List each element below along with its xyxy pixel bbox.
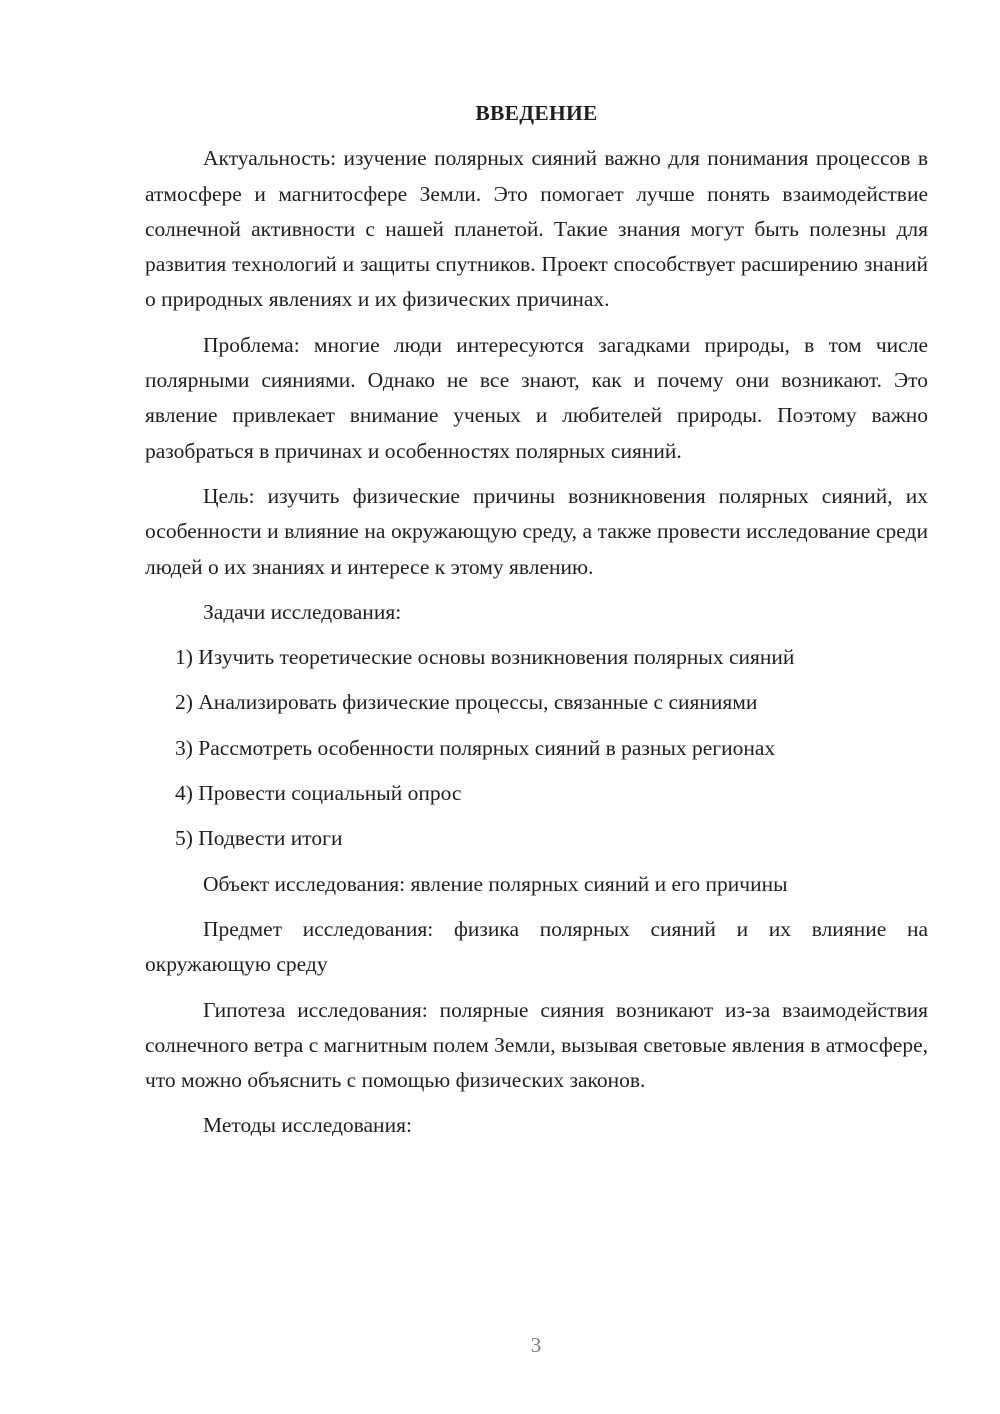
section-title: ВВЕДЕНИЕ: [475, 101, 598, 125]
document-page: [145, 96, 928, 1154]
task-item: 3) Рассмотреть особенности полярных сияний в разных регионах: [175, 735, 776, 760]
goal-paragraph: Цель: изучить физические причины возникновения полярных сияний, их особенности и влияние на окружающую среду, а также провести исследование среди людей о их знаниях и интересе к этому явлению.: [145, 483, 928, 579]
tasks-list: [145, 640, 928, 856]
page-number: 3: [530, 1333, 542, 1357]
tasks-label: Задачи исследования:: [203, 599, 402, 624]
problem-paragraph: Проблема: многие люди интересуются загадками природы, в том числе полярными сияниями. Однако не все знают, как и почему они возникают. Это явление привлекает внимание ученых и любителей природы. Поэтому важно разобраться в причинах и особенностях полярных сияний.: [145, 332, 928, 463]
task-item: 4) Провести социальный опрос: [175, 781, 462, 806]
task-item: 5) Подвести итоги: [175, 826, 343, 851]
object-paragraph: Объект исследования: явление полярных сияний и его причины: [203, 871, 788, 896]
subject-paragraph: Предмет исследования: физика полярных сияний и их влияние на окружающую среду: [145, 916, 928, 977]
task-item: 2) Анализировать физические процессы, связанные с сияниями: [175, 690, 758, 715]
hypothesis-paragraph: Гипотеза исследования: полярные сияния возникают из-за взаимодействия солнечного ветра с магнитным полем Земли, вызывая световые явления в атмосфере, что можно объяснить с помощью физических законов.: [145, 997, 928, 1093]
methods-label: Методы исследования:: [203, 1113, 412, 1138]
task-item: 1) Изучить теоретические основы возникновения полярных сияний: [175, 645, 795, 670]
actuality-paragraph: Актуальность: изучение полярных сияний важно для понимания процессов в атмосфере и магнитосфере Земли. Это помогает лучше понять взаимодействие солнечной активности с нашей планетой. Такие знания могут быть полезны для развития технологий и защиты спутников. Проект способствует расширению знаний о природных явлениях и их физических причинах.: [145, 146, 928, 312]
